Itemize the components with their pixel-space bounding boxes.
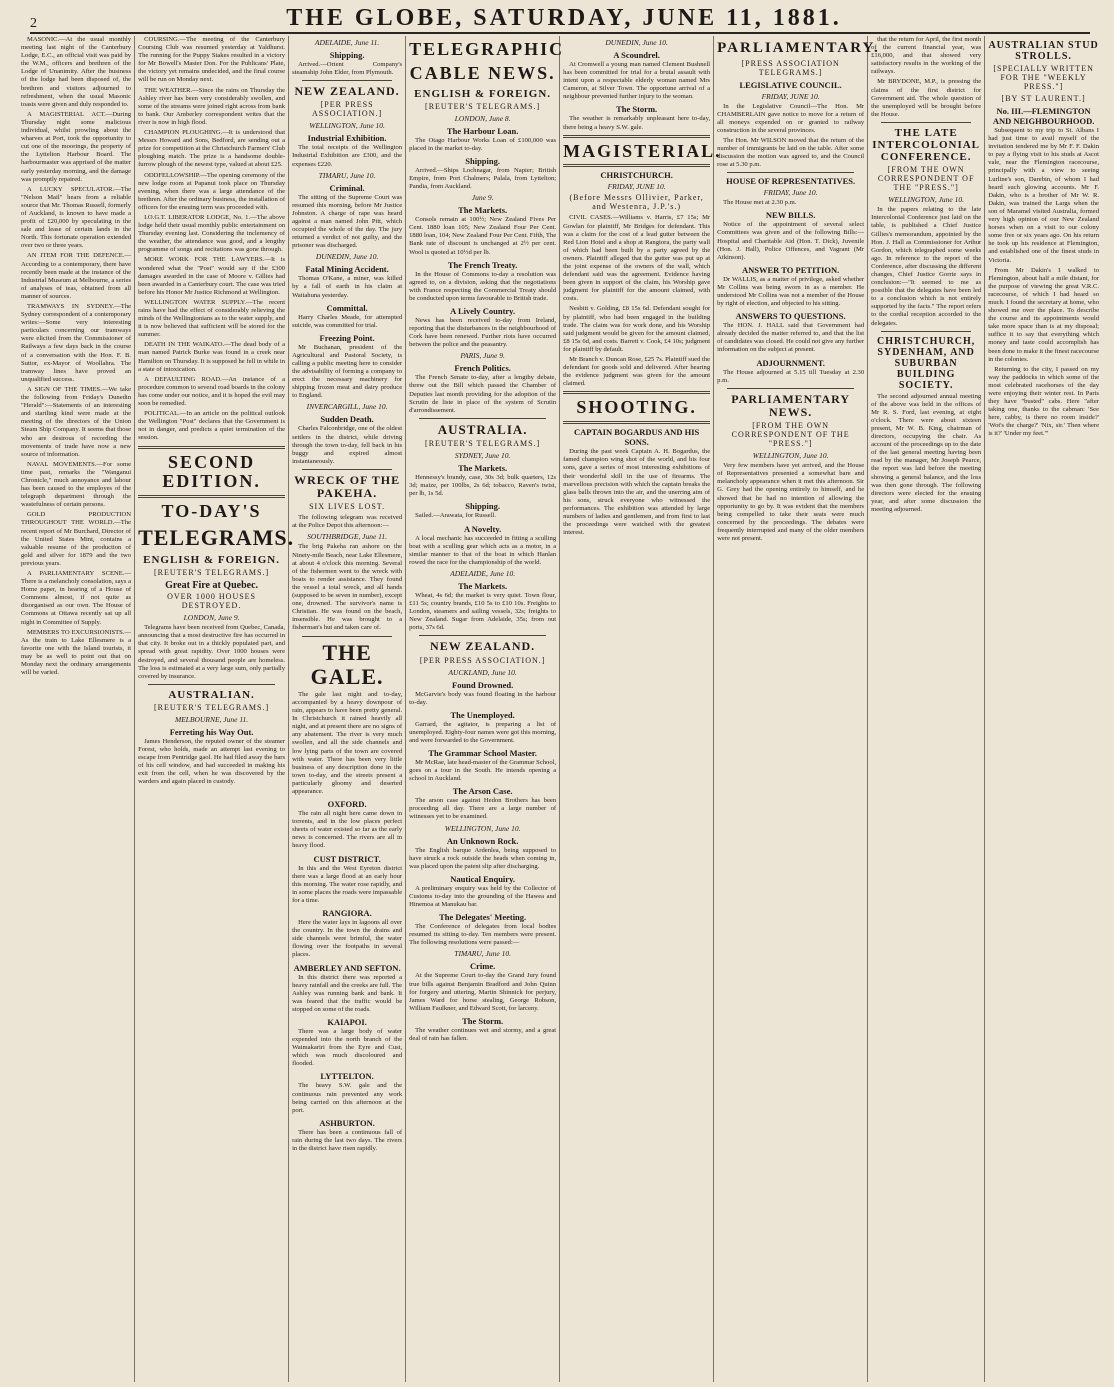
committal-body: Harry Charles Meade, for attempted suicide, was committed for trial.: [292, 313, 403, 329]
column-1-paragraph-10: MEMBERS TO EXCURSIONISTS.—As the train to Lake Ellesmere is a favorite one with the Island tourists, it may be as well to point out that on Monday next the ordinary arrangements will be varied.: [21, 628, 132, 677]
melbourne-dateline: MELBOURNE, June 11.: [174, 714, 249, 724]
adelaide-markets-heading: The Markets.: [458, 580, 508, 591]
storm-body: The weather continues wet and stormy, and a great deal of rain has fallen.: [409, 1026, 557, 1042]
timaru-dateline: TIMARU, June 10.: [318, 170, 376, 180]
column-4: [406, 36, 565, 1382]
council-dateline: FRIDAY, JUNE 10.: [761, 91, 820, 101]
telegrams-heading: TELEGRAMS.: [138, 524, 295, 550]
australian-reuters-label: [REUTER'S TELEGRAMS.]: [153, 702, 270, 712]
column-1-paragraph-8: GOLD PRODUCTION THROUGHOUT THE WORLD.—The recent report of Mr Burchard, Director of the United States Mint, contains a valuable resume of the production of gold and silver for 1879 and the two previous years.: [21, 511, 132, 567]
delegates-heading: The Delegates' Meeting.: [439, 912, 527, 923]
civil-cases-body-3: Mr Branch v. Duncan Rose, £25 7s. Plaintiff sued the defendant for goods sold and delivered. After hearing the evidence judgment was given for the amount claimed.: [563, 356, 711, 388]
parliamentary-heading: PARLIAMENTARY.: [717, 40, 880, 56]
australia-reuters-label: [REUTER'S TELEGRAMS.]: [425, 439, 541, 449]
scoundrel-body: At Cromwell a young man named Clement Bushnell has been committed for trial for a brutal assault with intent upon a respectable elderly woman named Mrs Cameron, at Silver Town. The opportune arrival of a neighbour prevented further injury to the woman.: [563, 61, 711, 101]
building-society-body: The second adjourned annual meeting of the above was held in the offices of Mr R. S. Ford, last evening, at eight o'clock. There were about sixteen present, Mr W. B. King, chairman of directors, occupying the chair. As account of the proceedings up to the date of the last general meeting having been read by the manager, Mr Joseph Pearce, the report was laid before the meeting showing a general balance, and the loss was then gone through. The following directors were elected for the ensuing year, and after some discussion the meeting adjourned.: [871, 392, 982, 513]
conference-subheading: [FROM THE OWN CORRESPONDENT OF THE "PRESS."]: [877, 165, 975, 193]
stud-strolls-body-2: From Mr Dakin's I walked to Flemington, about half a mile distant, for the purpose of viewing the great V.R.C. racecourse, of which I had heard so much. I found the secretary at home, who showed me over the place. To describe the course and its appointments would take more space than is at my disposal; suffice it to say that everything which money and taste could accomplish has been done to make it the finest racecourse in the colonies.: [988, 266, 1099, 363]
column-2: [135, 36, 295, 1382]
ferreting-heading: Ferreting his Way Out.: [169, 726, 254, 737]
freezing-body: Mr Buchanan, president of the Agricultural and Pastoral Society, is calling a public meeting here to consider the advisability of forming a company to erect the necessary machinery for shipping frozen meat and dairy produce to England.: [292, 343, 403, 400]
parliamentary-subheading: [PRESS ASSOCIATION TELEGRAMS.]: [741, 58, 840, 77]
column-2-paragraph-5: I.O.G.T. LIBERATOR LODGE, No. 1.—The above lodge held their usual monthly public entertainment on Thursday evening last. Considering the inclemency of the weather, the attendance was good, and a lengthy programme of songs and recitations was gone through.: [138, 213, 286, 254]
shipping-body: Arrived.—Orient Company's steamship John Elder, from Plymouth.: [292, 61, 403, 77]
amberley-heading: AMBERLEY AND SEFTON.: [293, 962, 401, 973]
magisterial-heading: MAGISTERIAL.: [563, 140, 722, 161]
unknown-rock-body: The English barque Ardenlea, being supposed to have struck a rock outside the heads when coming in, was placed upon the patent slip after discharging.: [409, 846, 557, 870]
gale-heading: THE GALE.: [310, 639, 384, 689]
fatal-accident-body: Thomas O'Kane, a miner, was killed by a fall of earth in his claim at Waitahuna yesterday.: [292, 275, 403, 299]
june9-dateline: June 9.: [471, 193, 494, 203]
southbridge-dateline: SOUTHBRIDGE, June 11.: [307, 532, 388, 542]
nautical-body: A preliminary enquiry was held by the Collector of Customs to-day into the grounding of the Hawea and Hinemoa at Manukau bar.: [409, 884, 557, 909]
column-2-paragraph-8: DEATH IN THE WAIKATO.—The dead body of a man named Patrick Burke was found in a creek near Hamilton on Thursday. It is supposed he fell in while in a state of intoxication.: [138, 341, 286, 373]
french-politics-body: The French Senate to-day, after a lengthy debate, threw out the Bill which passed the Chamber of Deputies last month providing for the adoption of the Scrutin de liste in place of the system of Scrutin d'arrondissement.: [409, 374, 557, 414]
timaru-dateline-2: TIMARU, June 10.: [454, 949, 511, 959]
sydney-dateline: SYDNEY, June 10.: [454, 451, 511, 461]
shooting-subheading: CAPTAIN BOGARDUS AND HIS SONS.: [574, 427, 700, 448]
parliamentary-news-heading: PARLIAMENTARY NEWS.: [731, 391, 851, 419]
page-number: 2: [30, 16, 38, 31]
ashburton-body: There has been a continuous fall of rain during the last two days. The rivers in the district have risen rapidly.: [292, 1128, 403, 1152]
house-time: The House met at 2.30 p.m.: [723, 199, 797, 207]
ferreting-body: James Henderson, the reputed owner of the steamer Forest, who holds, made an attempt last evening to escape from Pentridge gaol. He had filed away the bars of his cell window, and had succeeded in making his exit from the cell, when he was discovered by the warders and again placed in custody.: [138, 737, 286, 786]
sydney-markets-body: Hennessy's brandy, case, 30s 3d; bulk quarters, 12s 3d; maize, per 100lbs, 2s 6d; tobacco, Raven's twist, per lb, 1s 5d.: [409, 474, 557, 498]
lyttelton-heading: LYTTELTON.: [320, 1071, 374, 1082]
stud-strolls-subheading: [SPECIALLY WRITTEN FOR THE "WEEKLY PRESS."]: [993, 64, 1094, 91]
stud-strolls-body: Subsequent to my trip to St. Albans I had just time to avail myself of the invitation tendered me by Mr F. F. Dakin to pay a flying visit to his studs at Ascot vale, near the Flemington racecourse, principally with a view to seeing Lurline's son, Darebin, of whom I had heard such glowing accounts. Mr F. Dakin, who is a brother of Mr W. R. Dakin, was trained the Largs when the son of Maramel visited Australia, formed very high opinion of our New Zealand horses when on a visit to our colony some five or six years ago. On his return he took up his residence at Flemington, and established one of the finest studs in Victoria.: [988, 127, 1099, 264]
parliamentary-continued-2: Mr BRYDONE, M.P., is pressing the claims of the first district for Government aid. The whole question of the unemployed will be brought before the House.: [871, 78, 982, 118]
column-1-paragraph-4: AN ITEM FOR THE DEFENCE.—According to a contemporary, there have recently been made at the instance of the Industrial Museum at Melbourne, a series of analyses of teas, obtained from all manner of sources.: [21, 252, 132, 300]
new-zealand-heading: NEW ZEALAND.: [294, 84, 400, 99]
london-markets-heading: The Markets.: [458, 205, 508, 216]
sudden-death-heading: Sudden Death.: [320, 414, 374, 425]
column-1-paragraph-1: MASONIC.—At the usual monthly meeting last night of the Canterbury Lodge, E.C., an official visit was paid by the W.M., officers and brethren of the Lodge of Unanimity. After the business of the lodge had been disposed of, the brethren and visitors adjourned to refreshment, when the usual Masonic toasts were given and duly responded to.: [21, 36, 132, 108]
storm-body-2: The weather is remarkably unpleasant here to-day, there being a heavy S.W. gale.: [563, 115, 711, 131]
parliamentary-continued: that the return for April, the first month of the current financial year, was £16,000, and that showed very satisfactory results in the working of the railways.: [871, 36, 982, 76]
press-association-label-2: [PER PRESS ASSOCIATION.]: [419, 655, 546, 665]
newspaper-title: THE GLOBE, SATURDAY, JUNE 11, 1881.: [286, 5, 842, 31]
ashburton-heading: ASHBURTON.: [319, 1117, 375, 1128]
arson-heading: The Arson Case.: [452, 786, 513, 797]
found-drowned-heading: Found Drowned.: [452, 679, 514, 690]
column-5: [560, 36, 722, 1382]
unemployed-heading: The Unemployed.: [450, 709, 515, 720]
freezing-heading: Freezing Point.: [319, 332, 375, 343]
column-1: [18, 36, 135, 1382]
london-dateline: LONDON, June 8.: [454, 113, 511, 123]
before-magistrates: (Before Messrs Ollivier, Parker, and Westenra, J.P.'s.): [569, 193, 704, 212]
lyttelton-body: The heavy S.W. gale and the continuous rain prevented any work being carried on this afternoon at the port.: [292, 1082, 403, 1114]
kaiapoi-body: There was a large body of water expended into the north branch of the Waimakariri from the Eyre and Cust, which was much discoloured and flooded.: [292, 1027, 403, 1068]
arson-body: The arson case against Hedon Brothers has been proceeding all day. There are a large number of witnesses yet to be examined.: [409, 797, 557, 821]
cable-news-heading: CABLE NEWS.: [409, 62, 556, 83]
committal-heading: Committal.: [326, 302, 368, 313]
sydney-markets-heading: The Markets.: [458, 463, 508, 474]
invercargill-dateline: INVERCARGILL, June 10.: [306, 402, 388, 412]
sydney-shipping-body: Sailed.—Arawata, for Russell.: [415, 512, 496, 520]
house-dateline: FRIDAY, June 10.: [763, 188, 818, 198]
column-3: [289, 36, 406, 1382]
french-treaty-heading: The French Treaty.: [447, 259, 518, 270]
column-2-paragraph-7: WELLINGTON WATER SUPPLY.—The recent rains have had the effect of considerably relieving the minds of the Wellingtonians as to the water supply, and it is now believed that sufficient will be stored for the summer.: [138, 298, 286, 339]
london-shipping-body: Arrived.—Ships Lochnagar, from Napier; British Empire, from Port Chalmers; Palala, from Lyttelton; Pandia, from Auckland.: [409, 166, 557, 191]
quebec-fire-body: Telegrams have been received from Quebec, Canada, announcing that a most destructive fire has occurred in that city. It broke out in a thickly populated part, and spread with great rapidity. Over 1000 houses were destroyed, and several thousand people are homeless. The loss is estimated at a very large sum, only partially covered by insurance.: [138, 624, 286, 680]
telegraphic-heading: TELEGRAPHIC: [409, 39, 565, 59]
criminal-heading: Criminal.: [329, 182, 365, 193]
harbour-loan-body: The Otago Harbour Works Loan of £100,000 was placed in the market to-day.: [409, 136, 557, 152]
scoundrel-heading: A Scoundrel.: [613, 50, 660, 60]
stud-strolls-heading: AUSTRALIAN STUD STROLLS.: [988, 40, 1099, 62]
council-body: In the Legislative Council—The Hon. Mr CHAMBERLAIN gave notice to move for a return of all moneys expended on or granted to railway construction in the several provinces.: [717, 102, 865, 134]
column-1-paragraph-7: NAVAL MOVEMENTS.—For some time past, remarks the "Wanganui Chronicle," much annoyance and labour has been caused to the employes of the telegraph department through the wastefulness of certain persons.: [21, 460, 132, 509]
storm-heading: The Storm.: [462, 1015, 504, 1026]
conference-body: In the papers relating to the late Intercolonial Conference just laid on the table, is published a Chief Justice Gillies's memorandum, appointed by the Hon. J. Hall as Commissioner for Arthur Gordon, which telegraphed some weeks ago. In reference to the report of the Conference, after discussing the different changes, Chief Justice Gorrie says in conclusion:—"It seemed to me as possible that the delegates have been led to a conclusion which is not entirely supported by the facts." The report refers to the cordial reception accorded to the delegates.: [871, 206, 982, 327]
australia-heading: AUSTRALIA.: [437, 421, 528, 437]
wellington-dateline-2: WELLINGTON, June 10.: [444, 823, 521, 833]
column-2-paragraph-2: THE WEATHER.—Since the rains on Thursday the Ashley river has been very considerably swollen, and some of the streams were joined right across from bank to bank. Our Amberley correspondent writes that the river is now in high flood.: [138, 86, 286, 126]
grammar-school-heading: The Grammar School Master.: [428, 748, 537, 759]
new-bills-body: Notice of the appointment of several select Committees was given and of the following Bills:—Hospital and Charitable Aid (Hon. T. Dick), Juvenile (Hon. J. Hall), Police Offences, and Vagrant (Mr Atkinson).: [717, 221, 865, 261]
wreck-subheading: SIX LIVES LOST.: [309, 502, 386, 512]
column-2-paragraph-6: MORE WORK FOR THE LAWYERS.—It is wondered what the "Post" would say if the £300 damages awarded in the case of Moore v. Gillies had been awarded in a Canterbury court. The case was tried before his Honor Mr Justice Richmond at Wellington.: [138, 256, 286, 296]
adelaide-markets-body: Wheat, 4s 6d; the market is very quiet. Town flour, £11 5s; country brands, £10 5s to £10 10s. Freights to London, steamers and sailing vessels, 32s; freights to New Zealand. Sugar from Adelaide, 35s; from out ports, 37s 6d.: [409, 591, 557, 632]
column-2-items: [138, 36, 285, 443]
wellington-dateline: WELLINGTON, June 10.: [309, 121, 385, 131]
column-7: [868, 36, 985, 1382]
cust-body: In this and the West Eyreton district there was a large flood at an early hour this morning. The water rose rapidly, and in some places the roads were impassable for a time.: [292, 864, 403, 904]
stud-strolls-body-3: Returning to the city, I passed on my way the paddocks in which some of the most celebrated racehorses of the day were enjoying their winter rest. In Paris they have "busted" cabs. Here "after taking one, thanks to the cabman: 'See here, cabby, is there no room inside?' 'Wot's the charge?' 'Nix, sir.' Then where is it?' 'Under my feet.'": [988, 365, 1099, 438]
wreck-body: The brig Pakeha ran ashore on the Ninety-mile Beach, near Lake Ellesmere, at about 4 o'clock this morning. Several of the fishermen went to the wreck with boats to render assistance. They found the vessel a total wreck, and all hands (supposed to be seven in number), except one, drowned. The survivor's name is Christian. He was found on the beach, insensible. He was brought to a fisherman's hut and taken care of.: [292, 543, 403, 632]
oxford-heading: OXFORD.: [327, 799, 367, 810]
novelty-heading: A Novelty.: [463, 523, 502, 534]
civil-cases-body-2: Nesbitt v. Golding, £8 15s 6d. Defendant sought for by plaintiff, who had been engaged in the building trade. The claim was for work done, and his Worship said judgment would be given for the amount claimed, £8 15s 6d, and costs. Barrett v. Cook, £4 10s; judgment for plaintiff by default.: [563, 305, 711, 353]
amberley-body: In this district there was reported a heavy rainfall and the creeks are full. The Ashley was running bank and bank. It was feared that the traffic would be stopped on some of the roads.: [292, 973, 403, 1013]
nautical-heading: Nautical Enquiry.: [450, 873, 515, 884]
french-treaty-body: In the House of Commons to-day a resolution was agreed to, on a division, asking that the negotiations with France respecting the Commercial Treaty should be conducted upon terms favourable to British trade.: [409, 270, 557, 302]
english-foreign-heading: ENGLISH & FOREIGN.: [143, 554, 280, 567]
kaiapoi-heading: KAIAPOI.: [327, 1016, 367, 1027]
column-1-items: [21, 36, 131, 677]
unemployed-body: Garrard, the agitator, is preparing a list of unemployed. Eighty-four names were got this morning, and were forwarded to the Government.: [409, 720, 557, 744]
paris-dateline: PARIS, June 9.: [460, 351, 505, 361]
london-markets-body: Consols remain at 100½; New Zealand Fives Per Cent. 1880 loan 105; New Zealand Four Per Cent. 1880 loan, 104; New Zealand Four Per Cent. Fifth, The Bank rate of discount is unchanged at 2½ per cent. Wool is quoted at 10½d per lb.: [409, 216, 557, 256]
crime-heading: Crime.: [469, 961, 496, 972]
wreck-heading: WRECK OF THE PAKEHA.: [294, 472, 401, 501]
answer-petition-body: Dr WALLIS, as a matter of privilege, asked whether Mr Collins was being sworn in as a member. He understood Mr Collins was not a member of the House by right of election, and objected to his sitting.: [717, 275, 865, 308]
adjournment-heading: ADJOURNMENT.: [756, 357, 825, 368]
house-heading: HOUSE OF REPRESENTATIVES.: [726, 176, 856, 187]
sudden-death-body: Charles Falconbridge, one of the oldest settlers in the district, while driving through the town to-day, fell back in his buggy and expired almost instantaneously.: [292, 425, 403, 465]
parliamentary-news-dateline: WELLINGTON, June 10.: [752, 451, 829, 461]
found-drowned-body: McGarvie's body was found floating in the harbour to-day.: [409, 690, 557, 706]
french-politics-heading: French Politics.: [454, 363, 511, 374]
column-1-paragraph-2: A MAGISTERIAL ACT.—During Thursday night some malicious individual, whilst prowling about the wharves at Port, took the opportunity to cut one of the moorings, the property of the Lyttelton Harbour Board. The harbourmaster was apprised of the matter early yesterday morning, and the damage was promptly repaired.: [21, 110, 132, 183]
cust-heading: CUST DISTRICT.: [313, 853, 381, 864]
reuters-label-2: [REUTER'S TELEGRAMS.]: [425, 101, 541, 111]
column-2-paragraph-4: ODDFELLOWSHIP.—The opening ceremony of the new lodge room at Papanui took place on Thursday evening, when there was a large attendance of the brethren. After the ordinary business, the installation of officers for the ensuing term was proceeded with.: [138, 171, 286, 211]
reuters-label: [REUTER'S TELEGRAMS.]: [153, 568, 270, 578]
building-society-heading: CHRISTCHURCH, SYDENHAM, AND SUBURBAN BUILDING SOCIETY.: [877, 335, 976, 391]
criminal-body: The sitting of the Supreme Court was resumed this morning, before Mr Justice Johnston. A charge of rape was heard against a man named John Pitt, which occupied the whole of the day. The jury returned a verdict of not guilty, and the prisoner was discharged.: [292, 193, 403, 250]
column-2-paragraph-3: CHAMPION PLOUGHING.—It is understood that Messrs Howard and Sons, Bedford, are sending out a prize for competition at the Christchurch Farmers' Club ploughing match. The prize is a handsome double-furrow plough of the newest type, valued at about £25.: [138, 129, 286, 169]
answer-petition-heading: ANSWER TO PETITION.: [742, 264, 840, 275]
wreck-intro: The following telegram was received at the Police Depot this afternoon:—: [292, 514, 403, 530]
stud-strolls-byline: [BY ST LAURENT.]: [1001, 94, 1086, 103]
column-2-paragraph-1: COURSING.—The meeting of the Canterbury Coursing Club was resumed yesterday at Yaldhurst. The running for the Puppy Stakes resulted in a victory for Mr Bowell's Master Don. For the Publicans' Plate, the victory yet remains undecided, and the final course will be run on Monday next.: [138, 36, 286, 84]
column-1-paragraph-3: A LUCKY SPECULATOR.—The "Nelson Mail" hears from a reliable source that Mr. Thomas Russell, formerly of Auckland, is known to have made a profit of £20,000 by speculating in the sale and lease of certain lands in the North. This fortunate operation extended over two or three years.: [21, 185, 132, 250]
shipping-heading: Shipping.: [329, 50, 365, 60]
legislative-council-heading: LEGISLATIVE COUNCIL.: [739, 79, 842, 90]
quebec-fire-subheading: OVER 1000 HOUSES DESTROYED.: [167, 592, 257, 611]
auckland-dateline: AUCKLAND, June 10.: [448, 667, 517, 677]
dunedin-dateline: DUNEDIN, June 10.: [315, 252, 379, 262]
column-1-paragraph-5: TRAMWAYS IN SYDNEY.—The Sydney correspondent of a contemporary writes:—Some very interesting particulars concerning our tramways were elicited from the Commissioner of Railways a few days back in the course of a conversation with the Hon. F. B. Suttor, ex-Mayor of Woollahra. The tramway lines have proved an unqualified success.: [21, 303, 132, 383]
press-association-label: [PER PRESS ASSOCIATION.]: [312, 100, 383, 119]
harbour-loan-heading: The Harbour Loan.: [446, 125, 519, 136]
rangiora-heading: RANGIORA.: [322, 908, 372, 919]
industrial-heading: Industrial Exhibition.: [307, 133, 387, 144]
dunedin-dateline-2: DUNEDIN, June 10.: [605, 38, 668, 47]
conference-dateline: WELLINGTON, June 10.: [888, 195, 964, 205]
parliamentary-news-body: Very few members have yet arrived, and the House of Representatives presented a somewhat bare and melancholy appearance when it met this afternoon. Sir G. Grey had the opening entirely to himself, and he showed that he had no intention of allowing the opportunity to go by. It was evident that the members being compelled to take their seats were much concerned by the proceedings. The debates were frequently interrupted and many of the older members were not present.: [717, 462, 865, 542]
column-2-paragraph-10: POLITICAL.—In an article on the political outlook the Wellington "Post" declares that the Government is not in danger, and predicts a quiet termination of the session.: [138, 410, 286, 442]
conference-heading: THE LATE INTERCOLONIAL CONFERENCE.: [872, 126, 981, 164]
parliamentary-news-subheading: [FROM THE OWN CORRESPONDENT OF THE "PRESS."]: [731, 421, 850, 449]
friday-dateline: FRIDAY, JUNE 10.: [607, 182, 666, 192]
second-edition-heading: SECOND EDITION.: [162, 451, 261, 492]
london-shipping-heading: Shipping.: [465, 155, 500, 166]
shooting-body: During the past week Captain A. H. Bogardus, the famed champion wing shot of the world, and his four sons, gave a series of most interesting exhibitions of their wonderful skill in the use of firearms. The marvellous precision with which the captain breaks the glass balls thrown into the air, and the unerring aim of his sons, struck everyone who witnessed the performances. The exhibition was attended by large numbers of ladies and gentlemen, and from first to last the proceedings were watched with the greatest interest.: [563, 448, 711, 537]
adelaide-dateline-2: ADELAIDE, June 10.: [450, 568, 516, 578]
fatal-accident-heading: Fatal Mining Accident.: [305, 264, 389, 275]
quebec-dateline: LONDON, June 9.: [183, 613, 240, 623]
civil-cases-body: CIVIL CASES.—Williams v. Harris, £7 15s; Mr Gowlan for plaintiff, Mr Bridges for defendant. This was a claim for the cost of a lead gutter between the Red Lion Hotel and a shop at Rangiora, the party wall of which had been built by a party agreed by the owners. Plaintiff alleged that the gutter was put up at the joint expense of the owners of the wall, which defendant said was the agreement. Evidence having been given in support of the claim, his Worship gave judgment for plaintiff for the amount claimed, with costs.: [563, 214, 711, 303]
oxford-body: The rain all night here came down in torrents, and in the low places perfect sheets of water existed so far as the early news is concerned. The rivers are all in heavy flood.: [292, 810, 403, 850]
shooting-heading: SHOOTING.: [576, 397, 697, 418]
unknown-rock-heading: An Unknown Rock.: [446, 835, 519, 846]
column-6: [714, 36, 880, 1382]
quebec-fire-heading: Great Fire at Quebec.: [165, 580, 259, 592]
adjournment-body: The House adjourned at 5.15 till Tuesday at 2.30 p.m.: [717, 368, 865, 384]
sydney-shipping-heading: Shipping.: [465, 501, 500, 512]
columns: [18, 36, 1102, 1382]
column-1-paragraph-6: A SIGN OF THE TIMES.—We take the following from Friday's Dunedin "Herald":—Statements of an interesting and startling kind were made at the meeting of the directors of the Union Steam Ship Company. It seems that those who are desirous of recording the movements of trade have now a new source of information.: [21, 385, 132, 458]
australian-heading: AUSTRALIAN.: [168, 688, 255, 701]
gale-body: The gale last night and to-day, accompanied by a heavy downpour of rain, appears to have been pretty general. In Christchurch it rained heavily all night, and at present there are no signs of any abatement. The river is very much swollen, and all the side channels and low lying parts of the town are covered with water. There has been very little business of any description done in the town to-day, and the streets present a particularly gloomy and deserted appearance.: [292, 690, 403, 795]
adelaide-dateline: ADELAIDE, June 11.: [314, 38, 380, 47]
christchurch-heading: CHRISTCHURCH.: [600, 170, 673, 181]
rangiora-body: Here the water lays in lagoons all over the country. In the town the drains and side channels were brimful, the water flowing over the footpaths in several places.: [292, 919, 403, 959]
stud-strolls-number: No. III.—FLEMINGTON AND NEIGHBOURHOOD.: [992, 106, 1095, 126]
crime-body: At the Supreme Court to-day the Grand Jury found true bills against Benjamin Bradford and John Quinn for forgery and uttering, Martin Shinnick for perjury, James Ward for horse stealing, George Robson, William Faulkner, and Edward Scott, for larceny.: [409, 972, 557, 1012]
new-bills-heading: NEW BILLS.: [765, 210, 816, 221]
masthead: [30, 4, 1090, 34]
column-2-paragraph-9: A DEFAULTING ROAD.—An instance of a procedure common to several road boards in the colony has come under our notice, and it is hoped the evil may soon be remedied.: [138, 375, 286, 408]
column-8: [985, 36, 1102, 1382]
grammar-school-body: Mr McRae, late head-master of the Grammar School, goes on a tour in the South. He intends opening a school in Auckland.: [409, 759, 557, 783]
lively-country-heading: A Lively Country.: [450, 306, 516, 316]
industrial-body: The total receipts of the Wellington Industrial Exhibition are £300, and the expenses £220.: [292, 144, 403, 168]
lively-country-body: News has been received to-day from Ireland, reporting that the disturbances in the neighbourhood of Cork have been renewed. Further riots have occurred between the police and the peasantry.: [409, 317, 557, 349]
delegates-body: The Conference of delegates from local bodies resumed its sitting to-day. Ten members were present. The following resolutions were passed:—: [409, 923, 557, 947]
novelty-body: A local mechanic has succeeded in fitting a sculling boat with a sculling gear which acts as a motor, in a similar manner to that of the boat in which Hanlan rowed the race for the championship of the world.: [409, 534, 557, 566]
answers-questions-heading: ANSWERS TO QUESTIONS.: [735, 311, 846, 322]
column-1-paragraph-9: A PARLIAMENTARY SCENE.—There is a melancholy consolation, says a Home paper, in hearing of a House of Commons almost, if not quite as disorganised as our own. The House of Commons at Ottawa recently sat up all night in Committee of Supply.: [21, 570, 132, 626]
storm-heading-2: The Storm.: [616, 104, 658, 115]
council-body-2: The Hon. Mr WILSON moved that the return of the number of immigrants be laid on the table. After some discussion the motion was agreed to, and the Council rose at 5.30 p.m.: [717, 136, 865, 169]
todays-heading: TO-DAY'S: [161, 501, 262, 522]
english-foreign-heading-2: ENGLISH & FOREIGN.: [414, 87, 552, 100]
new-zealand-heading-2: NEW ZEALAND.: [430, 639, 536, 654]
answers-questions-body: The HON. J. HALL said that Government had already decided the matter referred to, and that the list of candidates was closed. He could not give any further information on the subject at present.: [717, 322, 865, 354]
